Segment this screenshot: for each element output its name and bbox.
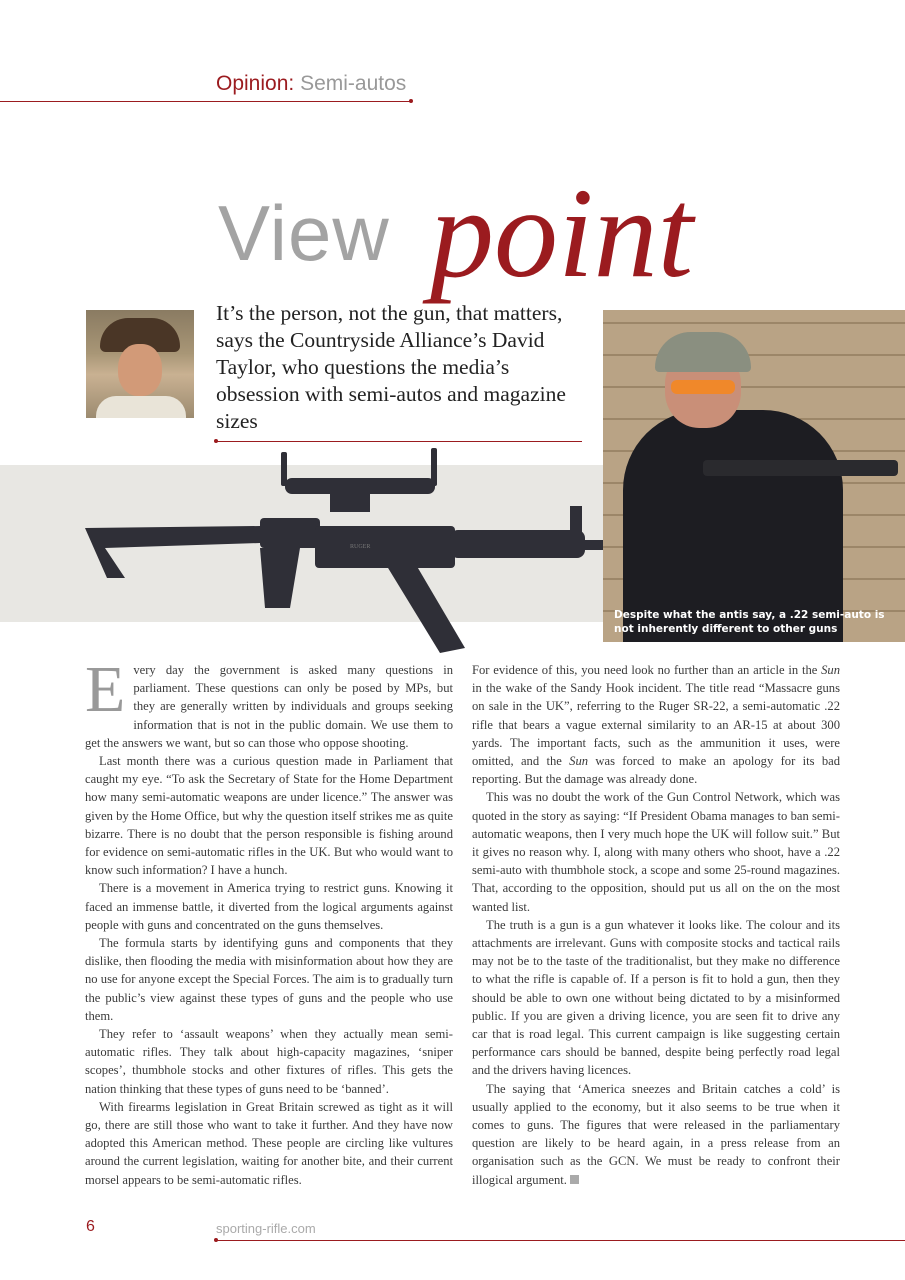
section-category: Opinion: — [216, 72, 295, 95]
title-point: point — [430, 162, 694, 304]
page-number: 6 — [86, 1218, 95, 1235]
shooter-photo — [603, 310, 905, 642]
paragraph: They refer to ‘assault weapons’ when they actually mean semi-automatic rifles. They talk about high-capacity magazines, ‘sniper scopes’, thumbhole stocks and other fixtures of rifles. This gets the nation thinking that these types of guns need to be ‘banned’. — [85, 1027, 453, 1096]
header-rule-dot — [409, 99, 413, 103]
paragraph: The saying that ‘America sneezes and Britain catches a cold’ is usually applied to the economy, but it also seems to be true when it comes to guns. The figures that were released in the parliamentary question are likely to be heard again, in a press release from an organisation such as the GCN. We must be ready to confront their illogical argument. — [472, 1081, 840, 1187]
footer-rule — [216, 1240, 905, 1241]
standfirst-rule — [216, 441, 582, 442]
paragraph: The truth is a gun is a gun whatever it looks like. The colour and its attachments are irrelevant. Guns with composite stocks and tactical rails may not be to the taste of the traditionalist, but they make no difference to what the rifle is capable of. If a person is fit to hold a gun, then they should be able to own one without being dictated to by a misinformed public. If you are given a driving licence, you are seen fit to drive any car that is road legal. This current campaign is like suggesting certain performance cars should be banned, despite being perfectly road legal and the drivers having licences. — [472, 917, 840, 1078]
paragraph: With firearms legislation in Great Britain screwed as tight as it will go, there are still those who want to take it further. And they have now adopted this American method. These people are circling like vultures around the current legislation, waiting for another bite, and their current morsel appears to be semi-automatic rifles. — [85, 1099, 453, 1187]
body-column-right — [472, 661, 840, 1189]
author-portrait — [86, 310, 194, 418]
title-view: View — [218, 189, 390, 277]
paragraph: Last month there was a curious question made in Parliament that caught my eye. “To ask the Secretary of State for the Home Department how many semi-automatic weapons are under licence.” The answer was given by the Home Office, but why the question itself strikes me as quite bizarre. There is no doubt that the person responsible is fishing around for evidence on semi-automatic rifles in the UK. But who would want to know such information? I have a hunch. — [85, 754, 453, 878]
body-column-left — [85, 653, 453, 1189]
end-mark-icon — [570, 1175, 579, 1184]
rifle-marking: RUGER — [350, 544, 371, 550]
paragraph: For evidence of this, you need look no further than an article in the Sun in the wake of the Sandy Hook incident. The title read “Massacre guns on sale in the UK”, referring to the Ruger SR-22, a semi-automatic .22 rifle that bears a vague external similarity to an AR-15 at about 300 yards. The important facts, such as the ammunition it uses, were omitted, and the Sun was forced to make an apology for its bad reporting. But the damage was already done. — [472, 663, 840, 787]
header-rule — [0, 101, 412, 102]
footer-rule-dot — [214, 1238, 218, 1242]
paragraph: Every day the government is asked many questions in parliament. These questions can only be posed by MPs, but they are generally written by individuals and groups seeking information that is not in the public domain. We use them to get the answers we want, but so can those who oppose shooting. — [85, 653, 453, 750]
drop-cap: E — [85, 653, 126, 726]
standfirst-rule-dot — [214, 439, 218, 443]
paragraph: This was no doubt the work of the Gun Control Network, which was quoted in the story as saying: “If President Obama manages to ban semi-automatic weapons, then I very much hope the UK will follow suit.” But it gives no reason why. I, along with many others who shoot, have a .22 semi-auto with thumbhole stock, a scope and some 25-round magazines. That, according to the opposition, should put us all on the on the most wanted list. — [472, 790, 840, 914]
photo-caption: Despite what the antis say, a .22 semi-auto is not inherently different to other guns — [614, 609, 885, 635]
footer-website: sporting-rifle.com — [216, 1221, 316, 1236]
section-subcategory: Semi-autos — [300, 72, 407, 95]
paragraph: The formula starts by identifying guns and components that they dislike, then flooding the media with misinformation about how they are no use for anyone except the Special Forces. The aim is to gradually turn the public’s view against these types of guns and the people who use them. — [85, 936, 453, 1023]
section-header — [216, 72, 406, 96]
standfirst: It’s the person, not the gun, that matters, says the Countryside Alliance’s David Taylor, who questions the media’s obsession with semi-autos and magazine sizes — [216, 301, 566, 433]
paragraph: There is a movement in America trying to restrict guns. Knowing it faced an immense battle, it diverted from the logical arguments against people with guns and concentrated on the guns themselves. — [85, 881, 453, 932]
rifle-image — [85, 448, 650, 663]
